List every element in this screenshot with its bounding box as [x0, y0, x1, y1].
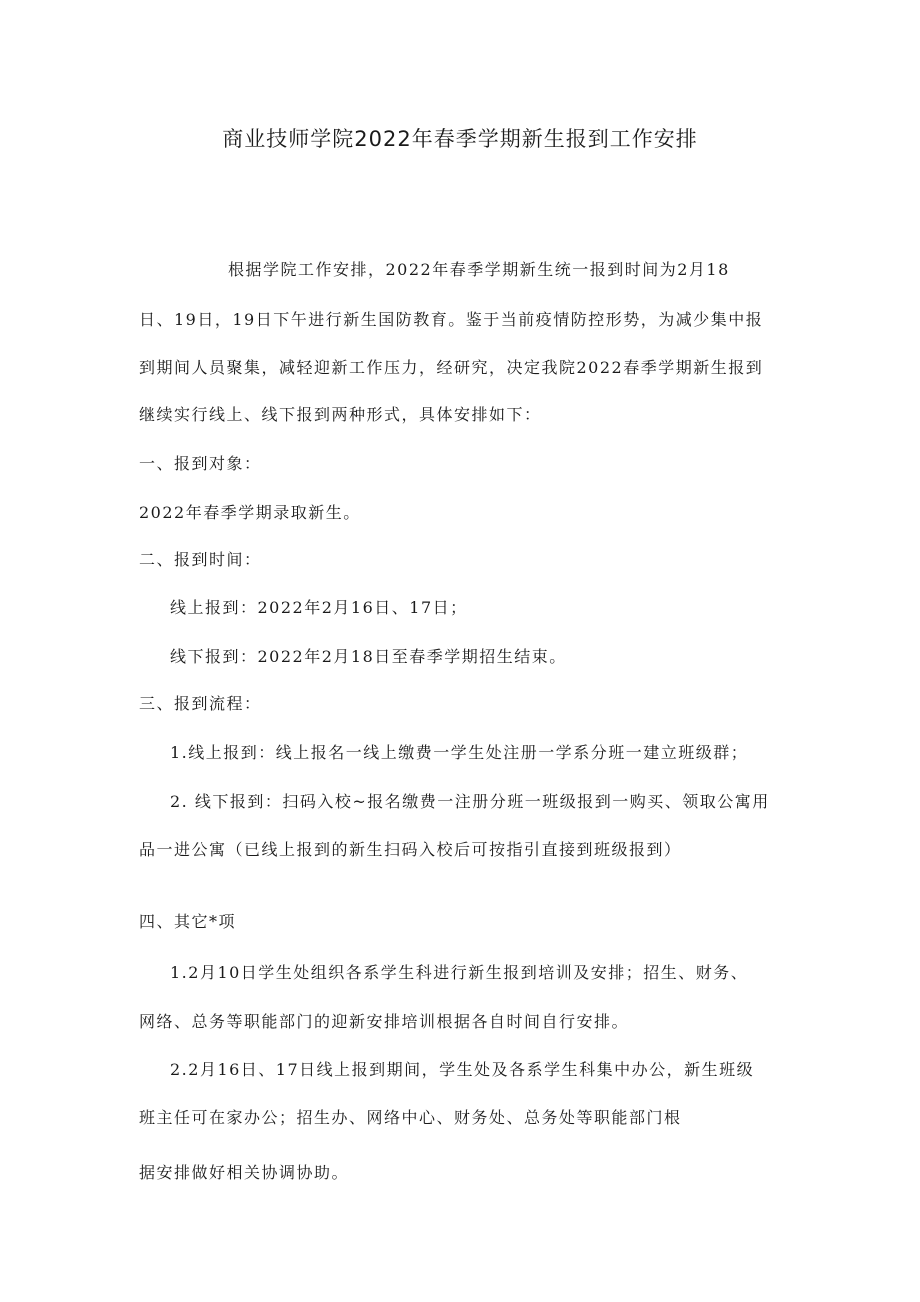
intro-line-3: 到期间人员聚集，减轻迎新工作压力，经研究，决定我院2022春季学期新生报到	[139, 358, 764, 377]
section-2-heading: 二、报到时间：	[139, 550, 262, 569]
section-4-item-1-line-1: 1.2月10日学生处组织各系学生科进行新生报到培训及安排；招生、财务、	[170, 963, 749, 982]
section-4-item-2-line-2: 班主任可在家办公；招生办、网络中心、财务处、总务处等职能部门根	[139, 1108, 682, 1127]
intro-line-2: 日、19日，19日下午进行新生国防教育。鉴于当前疫情防控形势，为减少集中报	[139, 310, 764, 329]
section-3-item-2-line-2: 品一进公寓（已线上报到的新生扫码入校后可按指引直接到班级报到）	[139, 840, 682, 859]
section-3-item-1: 1.线上报到：线上报名一线上缴费一学生处注册一学系分班一建立班级群；	[170, 743, 749, 762]
intro-line-1: 根据学院工作安排，2022年春季学期新生统一报到时间为2月18	[228, 260, 730, 279]
section-4-item-2-line-3: 据安排做好相关协调协助。	[139, 1163, 350, 1182]
section-2-offline: 线下报到：2022年2月18日至春季学期招生结束。	[170, 647, 567, 666]
section-4-item-1-line-2: 网络、总务等职能部门的迎新安排培训根据各自时间自行安排。	[139, 1012, 630, 1031]
section-3-item-2-line-1: 2. 线下报到：扫码入校~报名缴费一注册分班一班级报到一购买、领取公寓用	[170, 792, 770, 811]
section-4-heading: 四、其它*项	[139, 912, 237, 931]
section-1-heading: 一、报到对象：	[139, 454, 262, 473]
document-title: 商业技师学院2022年春季学期新生报到工作安排	[222, 127, 698, 151]
section-1-body: 2022年春季学期录取新生。	[139, 503, 361, 522]
section-2-online: 线上报到：2022年2月16日、17日；	[170, 598, 468, 617]
intro-line-4: 继续实行线上、线下报到两种形式，具体安排如下：	[139, 405, 542, 424]
section-3-heading: 三、报到流程：	[139, 694, 262, 713]
section-4-item-2-line-1: 2.2月16日、17日线上报到期间，学生处及各系学生科集中办公，新生班级	[170, 1060, 755, 1079]
